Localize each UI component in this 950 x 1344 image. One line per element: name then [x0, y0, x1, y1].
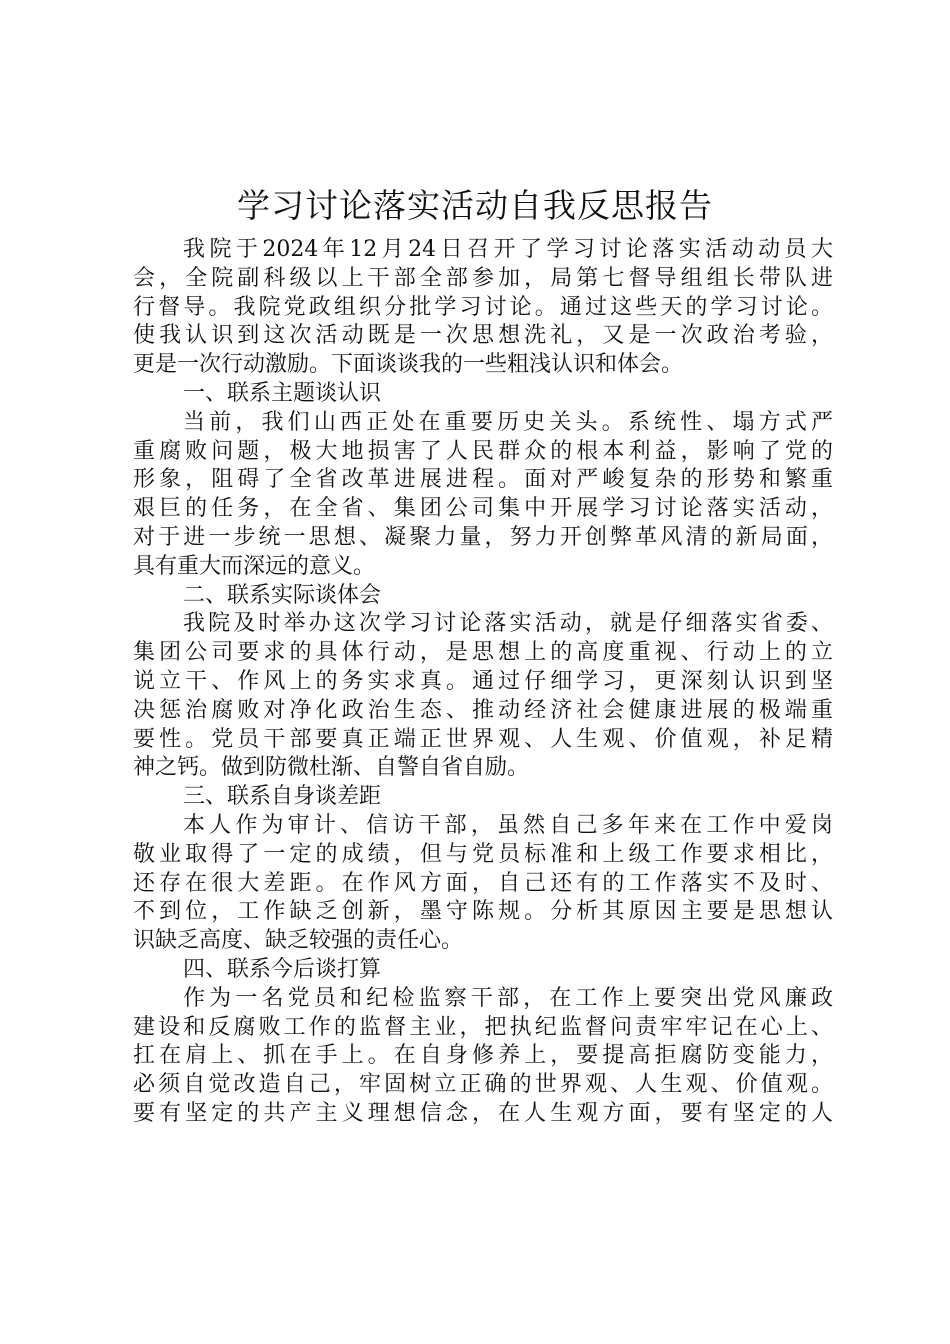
paragraph-line: 我院于2024年12月24日召开了学习讨论落实活动动员大 [183, 237, 833, 262]
section-heading: 四、联系今后谈打算 [183, 956, 382, 982]
paragraph-line: 识缺乏高度、缺乏较强的责任心。 [133, 928, 464, 954]
document-body [133, 236, 833, 1129]
paragraph-line: 行督导。我院党政组织分批学习讨论。通过这些天的学习讨论。 [133, 294, 833, 320]
paragraph-line: 对于进一步统一思想、凝聚力量，努力开创弊革风清的新局面， [133, 524, 833, 550]
paragraph-line: 具有重大而深远的意义。 [133, 553, 376, 579]
body-paragraph [133, 610, 833, 783]
paragraph-line: 使我认识到这次活动既是一次思想洗礼，又是一次政治考验， [133, 323, 833, 349]
paragraph-line: 说立干、作风上的务实求真。通过仔细学习，更深刻认识到坚 [133, 668, 833, 694]
paragraph-line: 会，全院副科级以上干部全部参加，局第七督导组组长带队进 [133, 265, 833, 291]
body-paragraph [133, 236, 833, 380]
paragraph-line: 重腐败问题，极大地损害了人民群众的根本利益，影响了党的 [133, 438, 833, 464]
section-heading: 一、联系主题谈认识 [183, 380, 382, 406]
paragraph-line: 必须自觉改造自己，牢固树立正确的世界观、人生观、价值观。 [133, 1072, 833, 1098]
paragraph-line: 神之钙。做到防微杜渐、自警自省自励。 [133, 755, 530, 781]
paragraph-line: 决惩治腐败对净化政治生态、推动经济社会健康进展的极端重 [133, 697, 833, 723]
paragraph-line: 本人作为审计、信访干部，虽然自己多年来在工作中爱岗 [183, 812, 833, 838]
paragraph-line: 要性。党员干部要真正端正世界观、人生观、价值观，补足精 [133, 726, 833, 752]
paragraph-line: 形象，阻碍了全省改革进展进程。面对严峻复杂的形势和繁重 [133, 467, 833, 493]
paragraph-line: 当前，我们山西正处在重要历史关头。系统性、塌方式严 [183, 409, 833, 435]
body-paragraph [133, 812, 833, 956]
paragraph-line: 集团公司要求的具体行动，是思想上的高度重视、行动上的立 [133, 640, 833, 666]
paragraph-line: 还存在很大差距。在作风方面，自己还有的工作落实不及时、 [133, 870, 833, 896]
section-heading: 三、联系自身谈差距 [183, 784, 382, 810]
paragraph-line: 作为一名党员和纪检监察干部，在工作上要突出党风廉政 [183, 985, 833, 1011]
paragraph-line: 我院及时举办这次学习讨论落实活动，就是仔细落实省委、 [183, 611, 833, 637]
body-paragraph [133, 409, 833, 582]
paragraph-line: 敬业取得了一定的成绩，但与党员标准和上级工作要求相比， [133, 841, 833, 867]
paragraph-line: 不到位，工作缺乏创新，墨守陈规。分析其原因主要是思想认 [133, 899, 833, 925]
paragraph-line: 建设和反腐败工作的监督主业，把执纪监督问责牢牢记在心上、 [133, 1014, 833, 1040]
paragraph-line: 扛在肩上、抓在手上。在自身修养上，要提高拒腐防变能力， [133, 1043, 833, 1069]
document-title: 学习讨论落实活动自我反思报告 [237, 186, 713, 225]
paragraph-line: 要有坚定的共产主义理想信念，在人生观方面，要有坚定的人 [133, 1100, 833, 1126]
section-heading: 二、联系实际谈体会 [183, 582, 382, 608]
paragraph-line: 更是一次行动激励。下面谈谈我的一些粗浅认识和体会。 [133, 352, 684, 378]
paragraph-line: 艰巨的任务，在全省、集团公司集中开展学习讨论落实活动， [133, 496, 833, 522]
body-paragraph [133, 985, 833, 1129]
